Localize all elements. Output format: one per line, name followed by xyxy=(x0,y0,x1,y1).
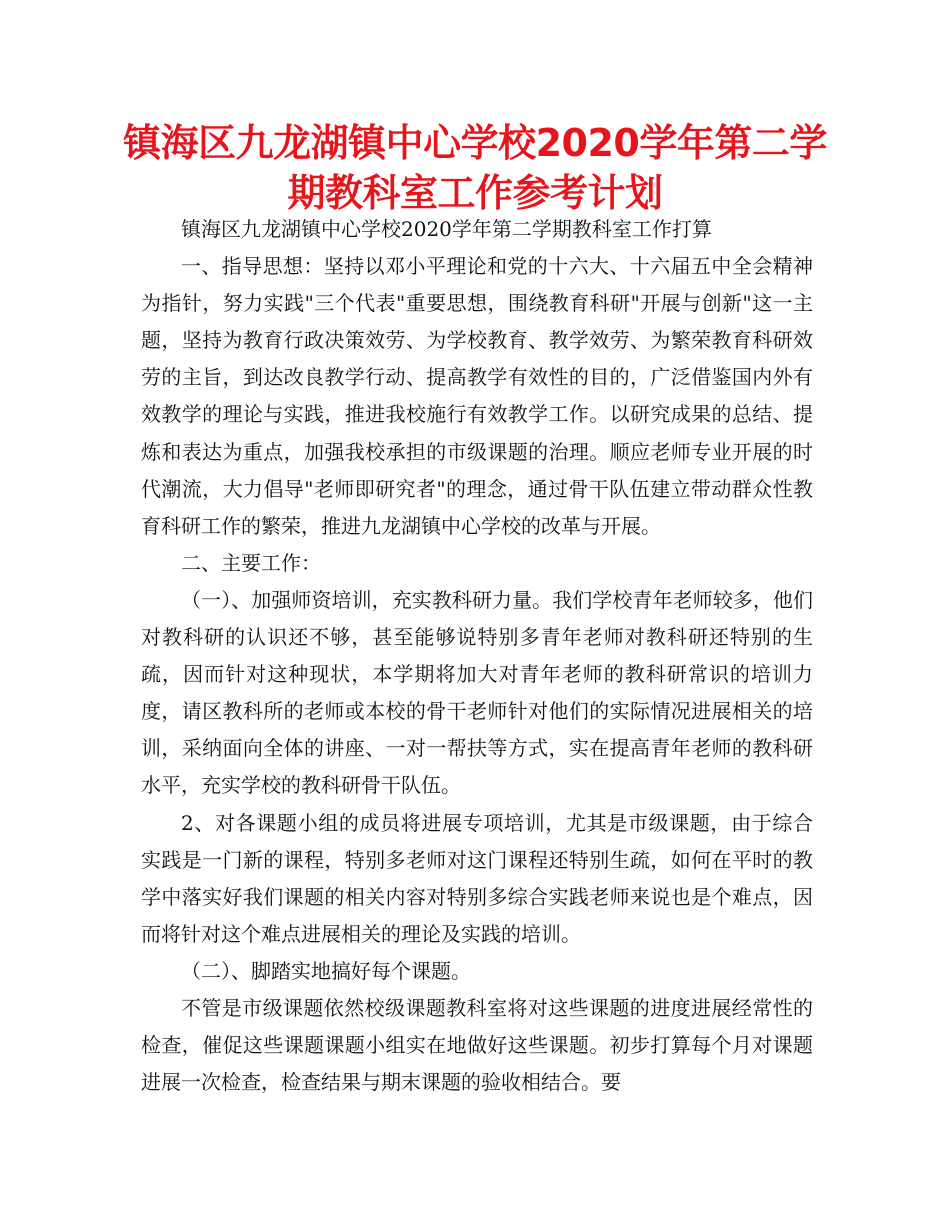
paragraph-guiding-ideology: 一、指导思想：坚持以邓小平理论和党的十六大、十六届五中全会精神为指针，努力实践"三个代表"重要思想，围绕教育科研"开展与创新"这一主题，坚持为教育行政决策效劳、为学校教育、教学效劳、为繁荣教育科研效劳的主旨，到达改良教学行动、提高教学有效性的目的，广泛借鉴国内外有效教学的理论与实践，推进我校施行有效教学工作。以研究成果的总结、提炼和表达为重点，加强我校承担的市级课题的治理。顺应老师专业开展的时代潮流，大力倡导"老师即研究者"的理念，通过骨干队伍建立带动群众性教育科研工作的繁荣，推进九龙湖镇中心学校的改革与开展。 xyxy=(141,254,813,538)
document-title: 镇海区九龙湖镇中心学校2020学年第二学期教科室工作参考计划 xyxy=(123,121,827,215)
paragraph-main-work-heading: 二、主要工作： xyxy=(181,550,321,575)
paragraph-teacher-training: （一）、加强师资培训，充实教科研力量。我们学校青年老师较多，他们对教科研的认识还不够，甚至能够说特别多青年老师对教科研还特别的生疏，因而针对这种现状，本学期将加大对青年老师的教科研常识的培训力度，请区教科所的老师或本校的骨干老师针对他们的实际情况进展相关的培训，采纳面向全体的讲座、一对一帮扶等方式，实在提高青年老师的教科研水平，充实学校的教科研骨干队伍。 xyxy=(141,587,813,798)
document-body xyxy=(141,211,813,1101)
paragraph-projects-heading: （二）、脚踏实地搞好每个课题。 xyxy=(181,958,471,983)
paragraph-project-checks: 不管是市级课题依然校级课题教科室将对这些课题的进度进展经常性的检查，催促这些课题课题小组实在地做好这些课题。初步打算每个月对课题进展一次检查，检查结果与期末课题的验收相结合。要 xyxy=(141,995,813,1095)
document-subtitle: 镇海区九龙湖镇中心学校2020学年第二学期教科室工作打算 xyxy=(181,217,712,241)
paragraph-project-group-training: 2、对各课题小组的成员将进展专项培训，尤其是市级课题，由于综合实践是一门新的课程，特别多老师对这门课程还特别生疏，如何在平时的教学中落实好我们课题的相关内容对特别多综合实践老师来说也是个难点，因而将针对这个难点进展相关的理论及实践的培训。 xyxy=(141,810,813,946)
